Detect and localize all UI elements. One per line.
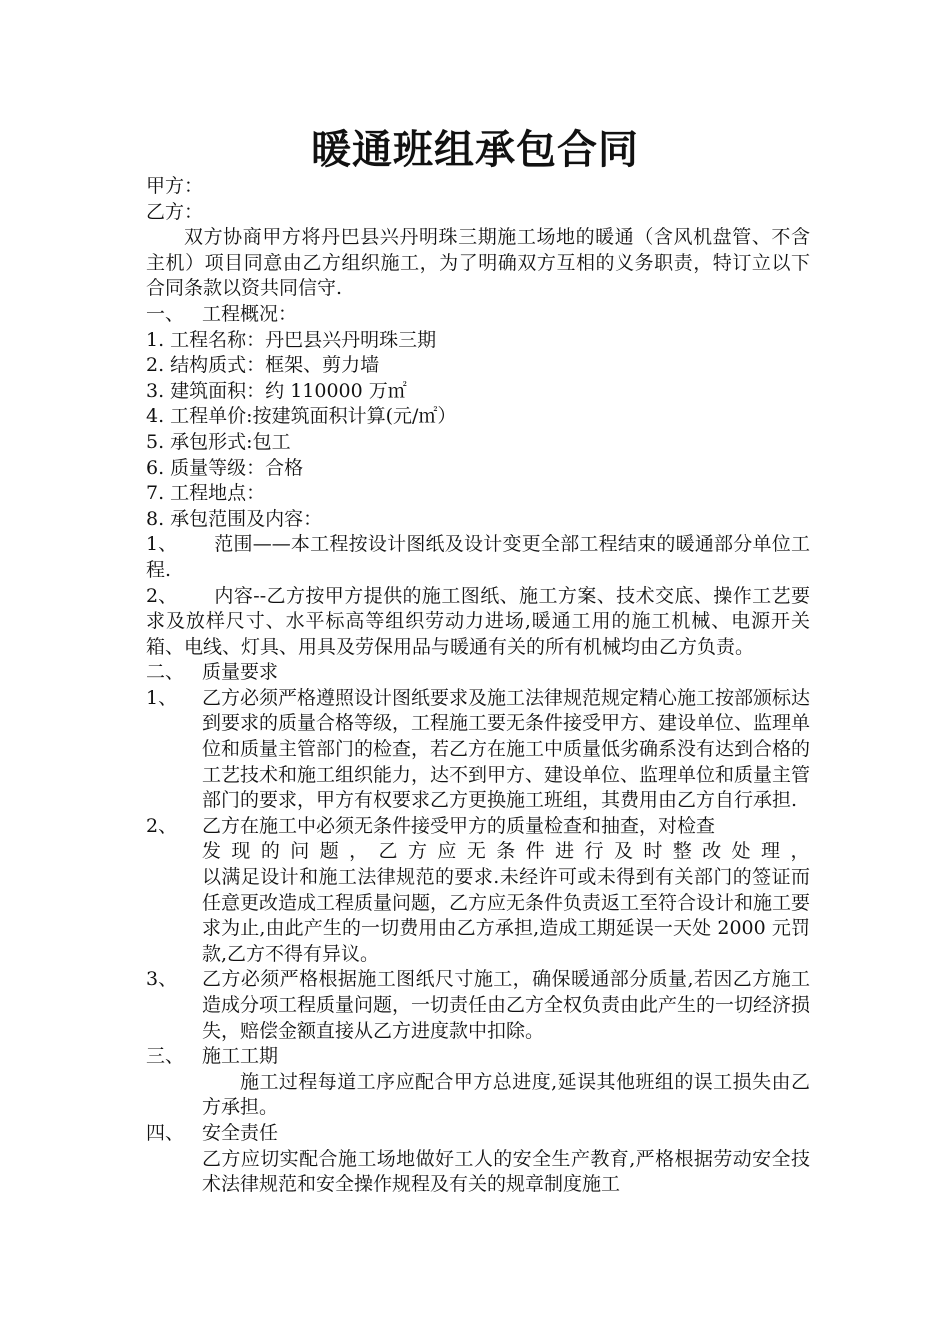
document-title: 暖通班组承包合同 bbox=[311, 126, 639, 173]
scope-item bbox=[146, 584, 810, 661]
section-1-heading bbox=[146, 302, 810, 328]
scope-item bbox=[146, 532, 810, 583]
section-title: 质量要求 bbox=[202, 661, 279, 684]
quality-text-line: 发现的问题，乙方应无条件进行及时整改处理， bbox=[202, 840, 810, 863]
party-b-line: 乙方： bbox=[146, 200, 204, 223]
overview-item: 5. 承包形式:包工 bbox=[146, 430, 291, 453]
quality-item bbox=[146, 814, 810, 968]
scope-number: 2、 bbox=[146, 584, 178, 607]
section-title: 施工工期 bbox=[202, 1045, 279, 1068]
quality-item bbox=[146, 686, 810, 814]
quality-number: 2、 bbox=[146, 814, 178, 837]
section-title: 安全责任 bbox=[202, 1121, 279, 1144]
section-3-heading bbox=[146, 1044, 810, 1070]
overview-item: 3. 建筑面积：约 110000 万㎡ bbox=[146, 379, 407, 402]
section-2-heading bbox=[146, 660, 810, 686]
party-a-line: 甲方： bbox=[146, 175, 204, 197]
safety-text: 乙方应切实配合施工场地做好工人的安全生产教育,严格根据劳动安全技术法律规范和安全操作规程及有关的规章制度施工 bbox=[202, 1147, 810, 1196]
overview-item: 8. 承包范围及内容： bbox=[146, 507, 323, 530]
intro-paragraph: 双方协商甲方将丹巴县兴丹明珠三期施工场地的暖通（含风机盘管、不含主机）项目同意由乙方组织施工，为了明确双方互相的义务职责，特订立以下合同条款以资共同信守. bbox=[146, 226, 810, 300]
section-4-heading bbox=[146, 1121, 810, 1147]
overview-item: 7. 工程地点： bbox=[146, 482, 266, 505]
section-number: 一、 bbox=[146, 302, 185, 325]
document-body bbox=[146, 174, 810, 1198]
quality-text-line: 乙方在施工中必须无条件接受甲方的质量检查和抽查，对检查 bbox=[202, 814, 716, 837]
section-title: 工程概况： bbox=[202, 302, 298, 325]
scope-number: 1、 bbox=[146, 533, 178, 556]
quality-text: 乙方必须严格遵照设计图纸要求及施工法律规范规定精心施工按部颁标达到要求的质量合格等级，工程施工要无条件接受甲方、建设单位、监理单位和质量主管部门的检查，若乙方在施工中质量低劣确系没有达到合格的工艺技术和施工组织能力，达不到甲方、建设单位、监理单位和质量主管部门的要求，甲方有权要求乙方更换施工班组，其费用由乙方自行承担. bbox=[202, 686, 811, 812]
quality-number: 3、 bbox=[146, 968, 178, 991]
overview-item: 1. 工程名称：丹巴县兴丹明珠三期 bbox=[146, 328, 437, 351]
overview-item: 6. 质量等级：合格 bbox=[146, 456, 304, 479]
scope-text: 内容--乙方按甲方提供的施工图纸、施工方案、技术交底、操作工艺要求及放样尺寸、水平标高等组织劳动力进场,暖通工用的施工机械、电源开关箱、电线、灯具、用具及劳保用品与暖通有关的所有机械均由乙方负责。 bbox=[146, 584, 810, 658]
section-number: 二、 bbox=[146, 661, 185, 684]
quality-text: 乙方必须严格根据施工图纸尺寸施工，确保暖通部分质量,若因乙方施工造成分项工程质量问题，一切责任由乙方全权负责由此产生的一切经济损失，赔偿金额直接从乙方进度款中扣除。 bbox=[202, 968, 811, 1042]
overview-item: 4. 工程单价:按建筑面积计算(元/㎡） bbox=[146, 405, 457, 428]
section-number: 三、 bbox=[146, 1045, 185, 1068]
quality-text: 以满足设计和施工法律规范的要求.未经许可或未得到有关部门的签证而任意更改造成工程质量问题，乙方应无条件负责返工至符合设计和施工要求为止,由此产生的一切费用由乙方承担,造成工期延误一天处 2000 元罚款,乙方不得有异议。 bbox=[202, 866, 811, 965]
quality-item bbox=[146, 967, 810, 1044]
quality-number: 1、 bbox=[146, 686, 178, 709]
section-number: 四、 bbox=[146, 1121, 185, 1144]
scope-text: 范围——本工程按设计图纸及设计变更全部工程结束的暖通部分单位工程. bbox=[146, 533, 810, 581]
overview-item: 2. 结构质式：框架、剪力墙 bbox=[146, 354, 380, 377]
schedule-text: 施工过程每道工序应配合甲方总进度,延误其他班组的误工损失由乙方承担。 bbox=[202, 1070, 810, 1119]
